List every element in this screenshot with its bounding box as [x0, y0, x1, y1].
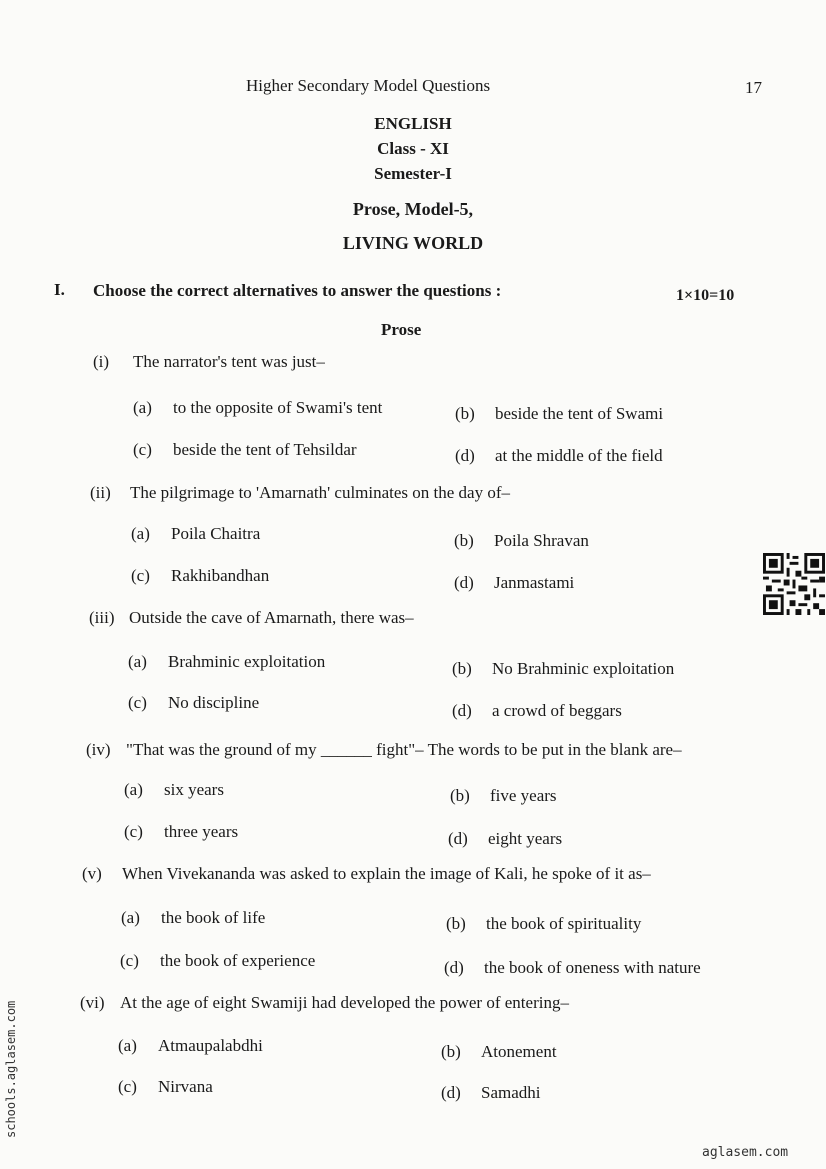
option-i-b: (b) beside the tent of Swami: [455, 404, 664, 423]
option-vi-a: (a) Atmaupalabdhi: [118, 1036, 263, 1055]
option-iv-b: (b) five years: [450, 786, 557, 805]
page-number: 17: [745, 78, 762, 97]
option-iii-b: (b) No Brahminic exploitation: [452, 659, 675, 678]
option-i-c: (c) beside the tent of Tehsildar: [133, 440, 357, 459]
option-iii-c: (c) No discipline: [128, 693, 260, 712]
option-ii-a: (a) Poila Chaitra: [131, 524, 261, 543]
option-i-d: (d) at the middle of the field: [455, 446, 663, 465]
question-i: (i) The narrator's tent was just–: [93, 352, 325, 371]
option-iii-d: (d) a crowd of beggars: [452, 701, 622, 720]
question-vi: (vi) At the age of eight Swamiji had developed the power of entering–: [80, 993, 569, 1012]
option-vi-b: (b) Atonement: [441, 1042, 557, 1061]
option-i-a: (a) to the opposite of Swami's tent: [133, 398, 383, 417]
option-v-b: (b) the book of spirituality: [446, 914, 642, 933]
qr-code-icon: [763, 553, 825, 615]
option-iv-c: (c) three years: [124, 822, 239, 841]
option-iv-a: (a) six years: [124, 780, 224, 799]
option-iv-d: (d) eight years: [448, 829, 563, 848]
section-instruction: Choose the correct alternatives to answer the questions :: [93, 281, 502, 300]
chapter-title: LIVING WORLD: [342, 233, 484, 253]
question-iii: (iii) Outside the cave of Amarnath, there was–: [89, 608, 414, 627]
option-v-d: (d) the book of oneness with nature: [444, 958, 701, 977]
option-iii-a: (a) Brahminic exploitation: [128, 652, 326, 671]
option-ii-b: (b) Poila Shravan: [454, 531, 589, 550]
section-number: I.: [54, 280, 65, 299]
question-ii: (ii) The pilgrimage to 'Amarnath' culminates on the day of–: [90, 483, 511, 502]
question-v: (v) When Vivekananda was asked to explain the image of Kali, he spoke of it as–: [82, 864, 651, 883]
option-vi-d: (d) Samadhi: [441, 1083, 541, 1102]
option-v-a: (a) the book of life: [121, 908, 266, 927]
semester-title: Semester-I: [374, 164, 452, 183]
option-ii-d: (d) Janmastami: [454, 573, 575, 592]
option-v-c: (c) the book of experience: [120, 951, 316, 970]
section-marks: 1×10=10: [676, 287, 735, 304]
class-title: Class - XI: [377, 139, 449, 158]
footer-watermark: aglasem.com: [702, 1145, 789, 1160]
side-watermark: schools.aglasem.com: [4, 1000, 18, 1138]
subject-title: ENGLISH: [374, 114, 452, 133]
option-ii-c: (c) Rakhibandhan: [131, 566, 270, 585]
running-header: Higher Secondary Model Questions: [246, 76, 491, 95]
model-title: Prose, Model-5,: [352, 199, 474, 219]
option-vi-c: (c) Nirvana: [118, 1077, 213, 1096]
question-iv: (iv) "That was the ground of my ______ fight"– The words to be put in the blank are–: [86, 740, 682, 759]
section-subheading: Prose: [381, 320, 422, 339]
